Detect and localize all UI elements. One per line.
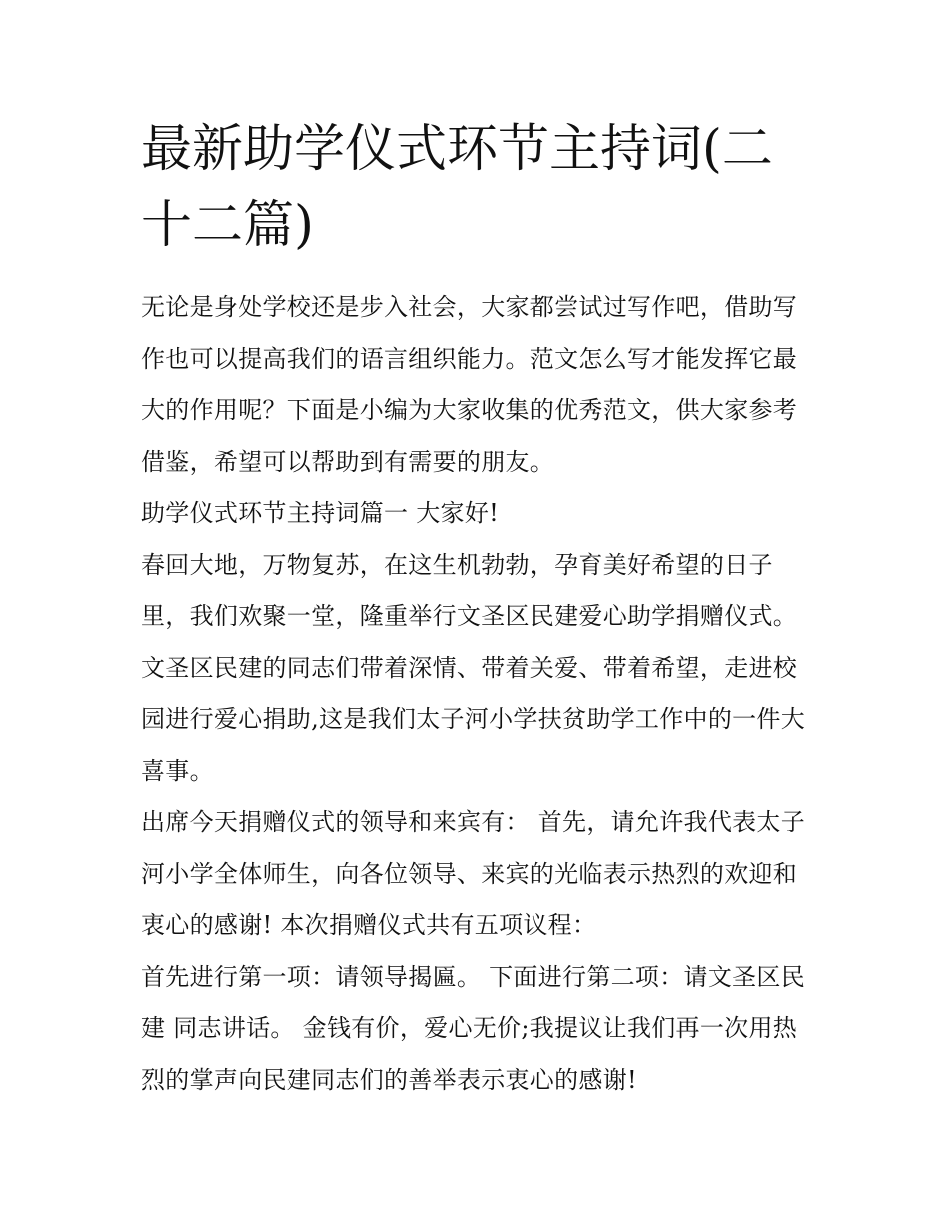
document-body xyxy=(141,112,816,1106)
body-paragraph: 首先进行第一项：请领导揭匾。 下面进行第二项：请文圣区民建 同志讲话。 金钱有价，爱心无价;我提议让我们再一次用热烈的掌声向民建同志们的善举表示衷心的感谢! xyxy=(141,962,806,1094)
body-paragraph: 出席今天捐赠仪式的领导和来宾有： 首先，请允许我代表太子河小学全体师生，向各位领导、来宾的光临表示热烈的欢迎和衷心的感谢! 本次捐赠仪式共有五项议程： xyxy=(141,808,806,939)
document-title: 最新助学仪式环节主持词(二十二篇) xyxy=(141,120,773,255)
section-heading-paragraph: 助学仪式环节主持词篇一 大家好! xyxy=(141,499,500,527)
body-paragraph: 春回大地，万物复苏，在这生机勃勃，孕育美好希望的日子里，我们欢聚一堂，隆重举行文圣区民建爱心助学捐赠仪式。文圣区民建的同志们带着深情、带着关爱、带着希望，走进校园进行爱心捐助,这是我们太子河小学扶贫助学工作中的一件大喜事。 xyxy=(141,550,806,785)
intro-paragraph: 无论是身处学校还是步入社会，大家都尝试过写作吧，借助写作也可以提高我们的语言组织能力。范文怎么写才能发挥它最大的作用呢？下面是小编为大家收集的优秀范文，供大家参考借鉴，希望可以帮助到有需要的朋友。 xyxy=(141,293,798,476)
